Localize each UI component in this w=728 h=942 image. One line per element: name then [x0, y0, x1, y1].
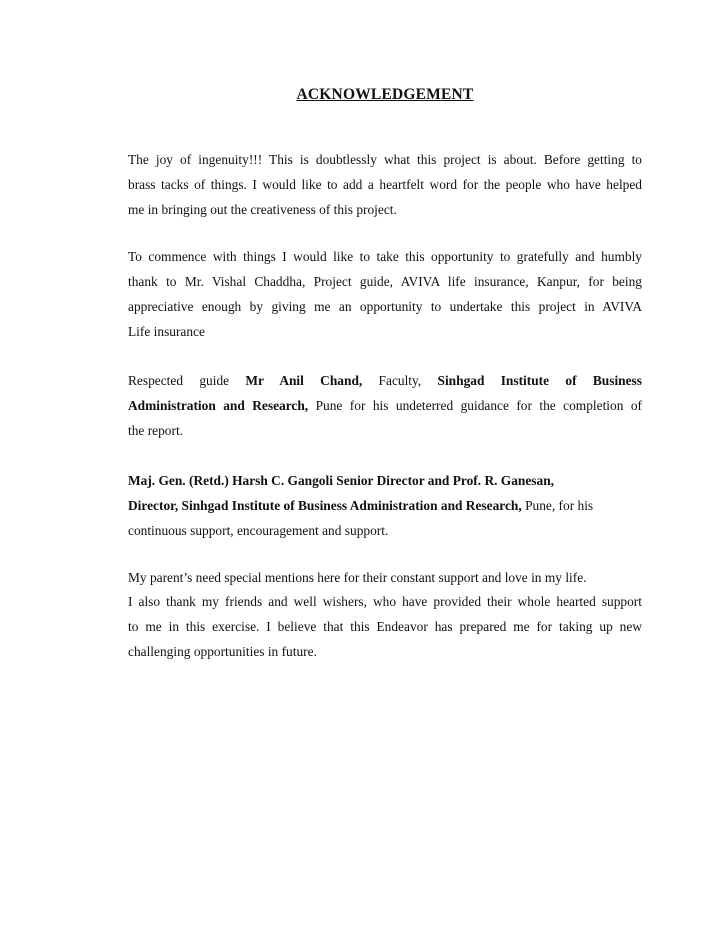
- text-line: continuous support, encouragement and support.: [128, 523, 389, 538]
- text-line: My parent’s need special mentions here for their constant support and love in my life.: [128, 570, 587, 585]
- text-line: Life insurance: [128, 324, 205, 339]
- paragraph-intro: [128, 147, 642, 222]
- text-line: To commence with things I would like to take this opportunity to gratefully and humbly: [128, 249, 642, 264]
- text-line: thank to Mr. Vishal Chaddha, Project guide, AVIVA life insurance, Kanpur, for being: [128, 274, 642, 289]
- paragraph-respected-guide: [128, 368, 642, 443]
- institute-name-cont: Administration and Research,: [128, 398, 309, 413]
- text-line: appreciative enough by giving me an opportunity to undertake this project in AVIVA: [128, 299, 642, 314]
- guide-name: Mr Anil Chand,: [245, 373, 363, 388]
- text-line: [128, 393, 642, 418]
- text-run: Respected guide: [128, 373, 246, 388]
- paragraph-project-guide: [128, 244, 642, 344]
- director-title: Director, Sinhgad Institute of Business Administration and Research,: [128, 498, 522, 513]
- text-line: me in bringing out the creativeness of this project.: [128, 202, 397, 217]
- text-line: [128, 493, 642, 518]
- institute-name: Sinhgad Institute of Business: [437, 373, 642, 388]
- text-run: Pune for his undeterred guidance for the completion of: [308, 398, 643, 413]
- paragraph-directors: [128, 468, 642, 543]
- text-line: [128, 368, 642, 393]
- page-title: ACKNOWLEDGEMENT: [296, 86, 474, 103]
- text-line: the report.: [128, 423, 184, 438]
- text-line: I also thank my friends and well wishers, who have provided their whole hearted support: [128, 594, 642, 609]
- text-line: to me in this exercise. I believe that this Endeavor has prepared me for taking up new: [128, 619, 642, 634]
- text-run: Pune, for his: [521, 498, 594, 513]
- director-names: Maj. Gen. (Retd.) Harsh C. Gangoli Senior Director and Prof. R. Ganesan,: [128, 473, 555, 488]
- text-line: The joy of ingenuity!!! This is doubtlessly what this project is about. Before getting to: [128, 152, 642, 167]
- text-line: challenging opportunities in future.: [128, 644, 317, 659]
- paragraph-family-friends: [128, 566, 642, 664]
- text-line: brass tacks of things. I would like to add a heartfelt word for the people who have helped: [128, 177, 642, 192]
- text-line: [128, 468, 642, 493]
- text-run: Faculty,: [362, 373, 438, 388]
